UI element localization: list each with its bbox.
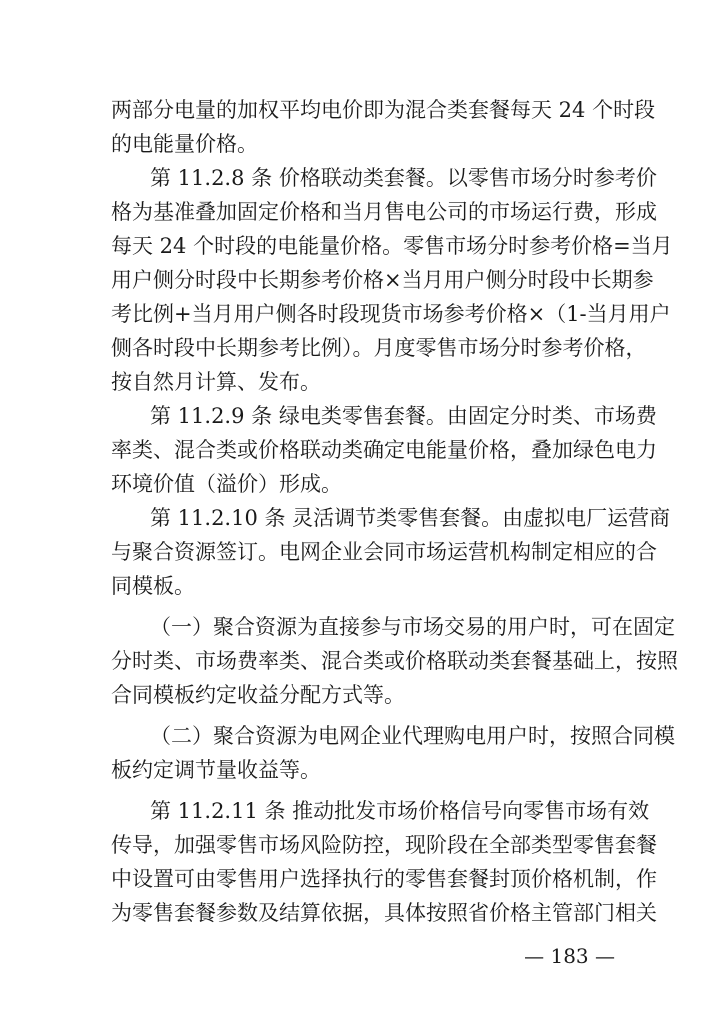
text-line: 每天 24 个时段的电能量价格。零售市场分时参考价格=当月	[111, 234, 673, 258]
text-line: 为零售套餐参数及结算依据，具体按照省价格主管部门相关	[111, 901, 657, 925]
page-number: — 183 —	[524, 944, 615, 968]
text-line: 合同模板约定收益分配方式等。	[111, 683, 405, 707]
text-line: 的电能量价格。	[111, 132, 258, 156]
text-line: 考比例+当月用户侧各时段现货市场参考价格×（1-当月用户	[111, 302, 671, 326]
text-line: 按自然月计算、发布。	[111, 370, 321, 394]
article-11-2-8-heading: 第 11.2.8 条 价格联动类套餐。以零售市场分时参考价	[150, 166, 657, 190]
text-line: 侧各时段中长期参考比例）。月度零售市场分时参考价格，	[111, 336, 647, 360]
text-line: 与聚合资源签订。电网企业会同市场运营机构制定相应的合	[111, 540, 657, 564]
article-11-2-9-heading: 第 11.2.9 条 绿电类零售套餐。由固定分时类、市场费	[150, 404, 657, 428]
text-line: 环境价值（溢价）形成。	[111, 472, 342, 496]
text-line: 率类、混合类或价格联动类确定电能量价格，叠加绿色电力	[111, 438, 657, 462]
clause-2-line: （二）聚合资源为电网企业代理购电用户时，按照合同模	[150, 724, 675, 748]
text-line: 两部分电量的加权平均电价即为混合类套餐每天 24 个时段	[111, 98, 656, 122]
text-line: 板约定调节量收益等。	[111, 758, 321, 782]
article-11-2-11-heading: 第 11.2.11 条 推动批发市场价格信号向零售市场有效	[150, 799, 650, 823]
article-11-2-10-heading: 第 11.2.10 条 灵活调节类零售套餐。由虚拟电厂运营商	[150, 506, 671, 530]
text-line: 中设置可由零售用户选择执行的零售套餐封顶价格机制，作	[111, 867, 657, 891]
text-line: 传导，加强零售市场风险防控，现阶段在全部类型零售套餐	[111, 833, 657, 857]
clause-1-line: （一）聚合资源为直接参与市场交易的用户时，可在固定	[150, 615, 675, 639]
text-line: 分时类、市场费率类、混合类或价格联动类套餐基础上，按照	[111, 649, 678, 673]
text-line: 格为基准叠加固定价格和当月售电公司的市场运行费，形成	[111, 200, 657, 224]
text-line: 同模板。	[111, 574, 195, 598]
text-line: 用户侧分时段中长期参考价格×当月用户侧分时段中长期参	[111, 268, 654, 292]
